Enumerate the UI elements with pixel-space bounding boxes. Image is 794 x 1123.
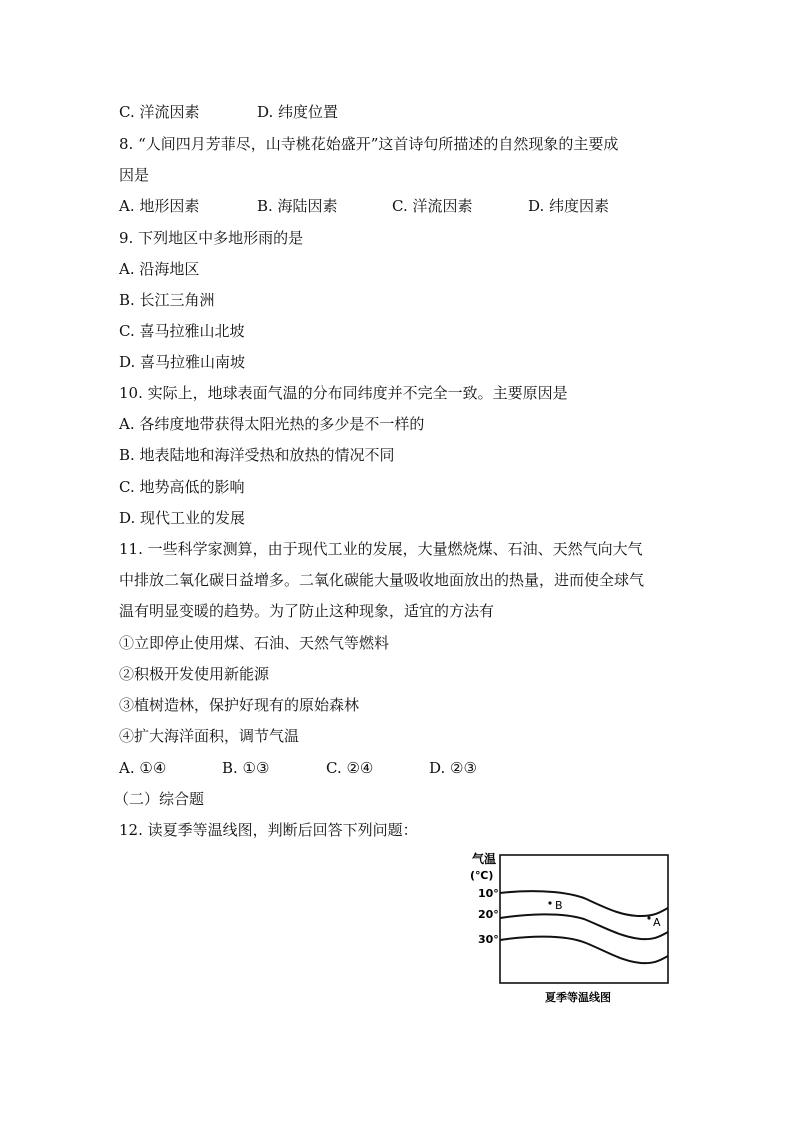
figure-ylabel-line2: (℃) [470,869,494,882]
q10-option-a: A. 各纬度地带获得太阳光热的多少是不一样的 [119,415,425,433]
q7-option-d: D. 纬度位置 [257,103,339,121]
q11-item-2: ②积极开发使用新能源 [119,665,270,683]
isotherm-figure [466,848,676,1008]
q10-option-c: C. 地势高低的影响 [119,478,245,496]
q11-stem-line3: 温有明显变暖的趋势。为了防止这种现象，适宜的方法有 [119,602,495,620]
q11-item-1: ①立即停止使用煤、石油、天然气等燃料 [119,634,390,652]
q9-option-b: B. 长江三角洲 [119,291,215,309]
q12-stem: 12. 读夏季等温线图，判断后回答下列问题： [119,821,418,839]
figure-ylabel-line1: 气温 [472,852,497,866]
point-a-dot [647,916,650,919]
q11-stem-line2: 中排放二氧化碳日益增多。二氧化碳能大量吸收地面放出的热量，进而使全球气 [119,571,645,589]
q7-option-c: C. 洋流因素 [119,103,200,121]
q11-option-b: B. ①③ [222,759,270,777]
q11-option-c: C. ②④ [326,759,374,777]
point-a-label: A [653,916,661,929]
q11-option-d: D. ②③ [429,759,477,777]
isotherm-30 [500,937,668,964]
q8-stem-line2: 因是 [119,166,150,184]
q9-option-d: D. 喜马拉雅山南坡 [119,353,246,371]
isotherm-20 [500,914,668,939]
q8-stem-line1: 8. “人间四月芳菲尽，山寺桃花始盛开”这首诗句所描述的自然现象的主要成 [119,135,619,153]
q11-item-4: ④扩大海洋面积，调节气温 [119,727,300,745]
q9-option-c: C. 喜马拉雅山北坡 [119,322,245,340]
figure-tick-20: 20° [478,908,499,921]
q9-option-a: A. 沿海地区 [119,260,200,278]
q10-option-d: D. 现代工业的发展 [119,509,246,527]
q11-stem-line1: 11. 一些科学家测算，由于现代工业的发展，大量燃烧煤、石油、天然气向大气 [119,540,643,558]
figure-caption: 夏季等温线图 [545,991,611,1004]
q8-option-d: D. 纬度因素 [528,197,610,215]
q10-option-b: B. 地表陆地和海洋受热和放热的情况不同 [119,446,395,464]
q11-item-3: ③植树造林，保护好现有的原始森林 [119,696,360,714]
section2-title: （二）综合题 [114,790,205,808]
figure-tick-30: 30° [478,933,499,946]
figure-tick-10: 10° [478,887,499,900]
q8-option-b: B. 海陆因素 [257,197,338,215]
isotherm-10 [500,891,668,916]
q8-option-a: A. 地形因素 [119,197,200,215]
q9-stem: 9. 下列地区中多地形雨的是 [119,229,304,247]
point-b-dot [548,901,551,904]
q8-option-c: C. 洋流因素 [392,197,473,215]
q10-stem: 10. 实际上，地球表面气温的分布同纬度并不完全一致。主要原因是 [119,384,568,402]
q11-option-a: A. ①④ [119,759,167,777]
point-b-label: B [555,899,563,912]
